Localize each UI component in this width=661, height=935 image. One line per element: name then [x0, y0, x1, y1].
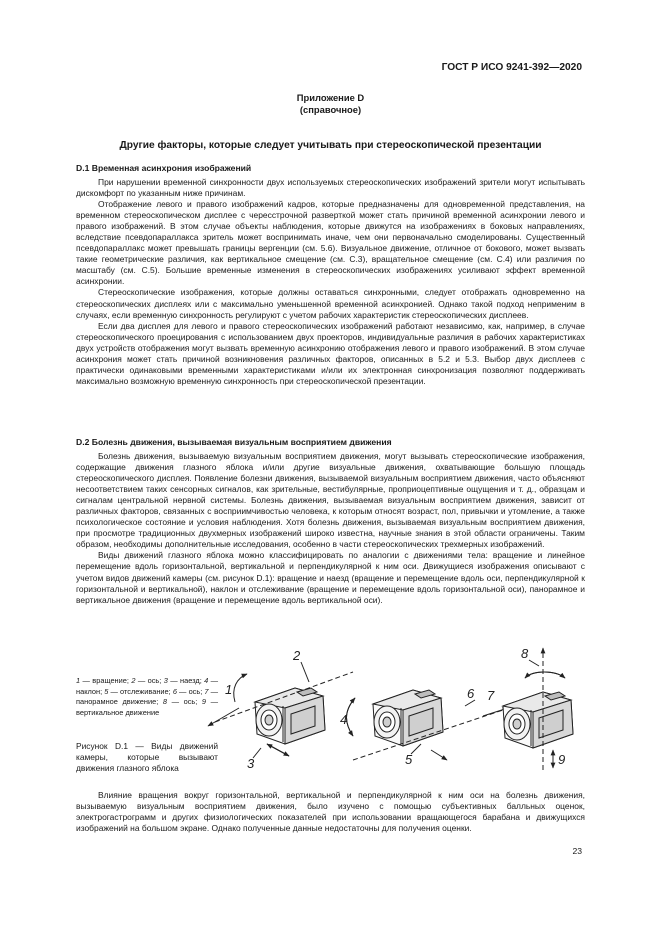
paragraph: Виды движений глазного яблока можно классифицировать по аналогии с движениями тела: вращение и линейное перемещение вдоль горизонтальной, вертикальной и перпендикулярной к ним оси. Движущиеся изображения описывают с учетом видов движений камеры (см. рисунок D.1): вращение и наезд (вращение и перемещение вдоль оси, перпендикулярной к горизонтальной и вертикальной), наклон и отслеживание (вращение и перемещение вдоль горизонтальной оси), панорамное и вертикальное движения (вращение и перемещение вдоль вертикальной оси). [76, 550, 585, 605]
leader [411, 744, 421, 754]
figure-caption: Рисунок D.1 — Виды движений камеры, которые вызывают движения глазного яблока [76, 741, 218, 774]
standard-code: ГОСТ Р ИСО 9241-392—2020 [441, 62, 582, 73]
callout-1: 1 [225, 682, 233, 697]
callout-5: 5 [405, 752, 413, 767]
arrow [267, 744, 289, 756]
section-d2-heading: D.2 Болезнь движения, вызываемая визуальным восприятием движения [76, 437, 392, 447]
callout-8: 8 [521, 646, 529, 661]
paragraph: Болезнь движения, вызываемую визуальным восприятием движения, могут вызывать стереоскопические изображения, содержащие движения глазного яблока и/или другие визуальные движения, охватывающие большую площадь стереоскопического дисплея. Появление болезни движения, вызываемой визуальным восприятием движения, часто объясняют несоответствием таких сенсорных сигналов, как зрительные, вестибулярные, проприоцептивные ощущения и т. д., образцам и сигналам центральной нервной системы. Болезнь движения, вызываемая визуальным восприятием движения, зависит от различных факторов, связанных с восприимчивостью человека, к которым относят возраст, пол, привычки и утомление, а также психологическое состояние и условия наблюдения. Хотя болезнь движения, вызываемая визуальным восприятием движения, при просмотре традиционных двухмерных изображений широко известна, научные знания в этой области ограничены. Таким образом, необходимы дополнительные исследования, особенно в части стереоскопических трехмерных изображений. [76, 451, 585, 550]
legend-item: 2 — ось; [131, 676, 164, 685]
annex-type: (справочное) [299, 104, 362, 115]
legend-item: 4 — наклон; [76, 676, 219, 696]
legend-item: 7 — панорамное движение; [76, 686, 219, 706]
camera-tilt-track [373, 690, 443, 746]
leader [301, 662, 309, 682]
rotation-arrow [234, 674, 247, 702]
callout-6: 6 [467, 686, 475, 701]
paragraph: При нарушении временной синхронности двух используемых стереоскопических изображений зрители могут испытывать дискомфорт по указанным ниже причинам. [76, 177, 585, 199]
closing-body [76, 790, 585, 834]
paragraph: Стереоскопические изображения, которые должны оставаться синхронными, следует отображать одновременно на стереоскопических дисплеях или с максимально уменьшенной временной асинхронией. Однако такой подход неприменим в случаях, если временную синхронность регулируют с учетом рабочих характеристик стереоскопических дисплеев. [76, 287, 585, 320]
section-d1-body [76, 177, 585, 387]
tilt-arrow [347, 698, 356, 736]
callout-9: 9 [558, 752, 566, 767]
annex-title: Другие факторы, которые следует учитывать при стереоскопической презентации [119, 140, 542, 151]
paragraph: Если два дисплея для левого и правого стереоскопических изображений работают независимо, как, например, в случае стереоскопического проецирования с использованием двух проекторов, индивидуальные различия в рабочих характеристиках двух устройств отображения могут вызвать временную асинхронию отображения левого и правого изображений. В этом случае асинхрония может стать причиной возникновения различных факторов, описанных в 5.2 и 5.3. Выбор двух дисплеев с практически одинаковыми временными характеристиками и/или их электронная синхронизация позволяют поддерживать максимально возможную временную синхронность при стереоскопической презентации. [76, 320, 585, 386]
paragraph: Отображение левого и правого изображений кадров, которые предназначены для одновременной представления, на временном стереоскопическом дисплее с чересстрочной разверткой может стать причиной временной асинхронии левого и правого изображений. В этом случае объекты наблюдения, которые движутся на изображениях в боковых направлениях, вследствие псевдопараллакса зритель может воспринимать иначе, чем они первоначально смоделированы. Существенный псевдопараллакс может превышать границы вергенции (см. 5.6). Визуальное движение, отличное от бокового, может вызвать такие геометрические различия, как вертикальное смещение (см. С.3), вращательное смещение (см. С.4) или различия по масштабу (см. С.5). Большие временные изменения в стереоскопических изображениях усиливают эффект временной асинхронии. [76, 199, 585, 287]
callout-4: 4 [340, 712, 348, 727]
arrow [431, 750, 447, 760]
camera-pan-pedestal [503, 692, 573, 748]
legend-item: 6 — ось; [172, 686, 205, 696]
callout-3: 3 [247, 756, 255, 771]
legend-item: 3 — наезд; [163, 676, 205, 685]
pan-arrow [525, 672, 565, 678]
annex-label: Приложение D [296, 92, 365, 103]
page-number: 23 [572, 846, 582, 856]
camera-rotate-dolly [255, 688, 325, 744]
callout-7: 7 [487, 688, 495, 703]
legend-item: 8 — ось; [162, 697, 202, 706]
paragraph: Влияние вращения вокруг горизонтальной, вертикальной и перпендикулярной к ним оси на болезнь движения, вызываемую визуальным восприятием движения, было изучено с помощью субъективных балльных оценок, электрогастрограмм и других физиологических показателей при использовании вращающегося барабана и движущихся изображений на большом экране. Однако полученные данные недостаточны для получения оценки. [76, 790, 585, 834]
section-d2-body [76, 451, 585, 606]
legend-item: 1 — вращение; [76, 676, 132, 685]
camera-motion-figure [203, 640, 581, 772]
figure-legend [76, 676, 218, 718]
callout-2: 2 [293, 648, 301, 663]
legend-item: 5 — отслеживание; [104, 686, 173, 696]
legend-item: 9 — вертикальное движение [76, 697, 219, 717]
arrow [208, 708, 239, 726]
leader [529, 660, 539, 666]
section-d1-heading: D.1 Временная асинхрония изображений [76, 163, 252, 173]
